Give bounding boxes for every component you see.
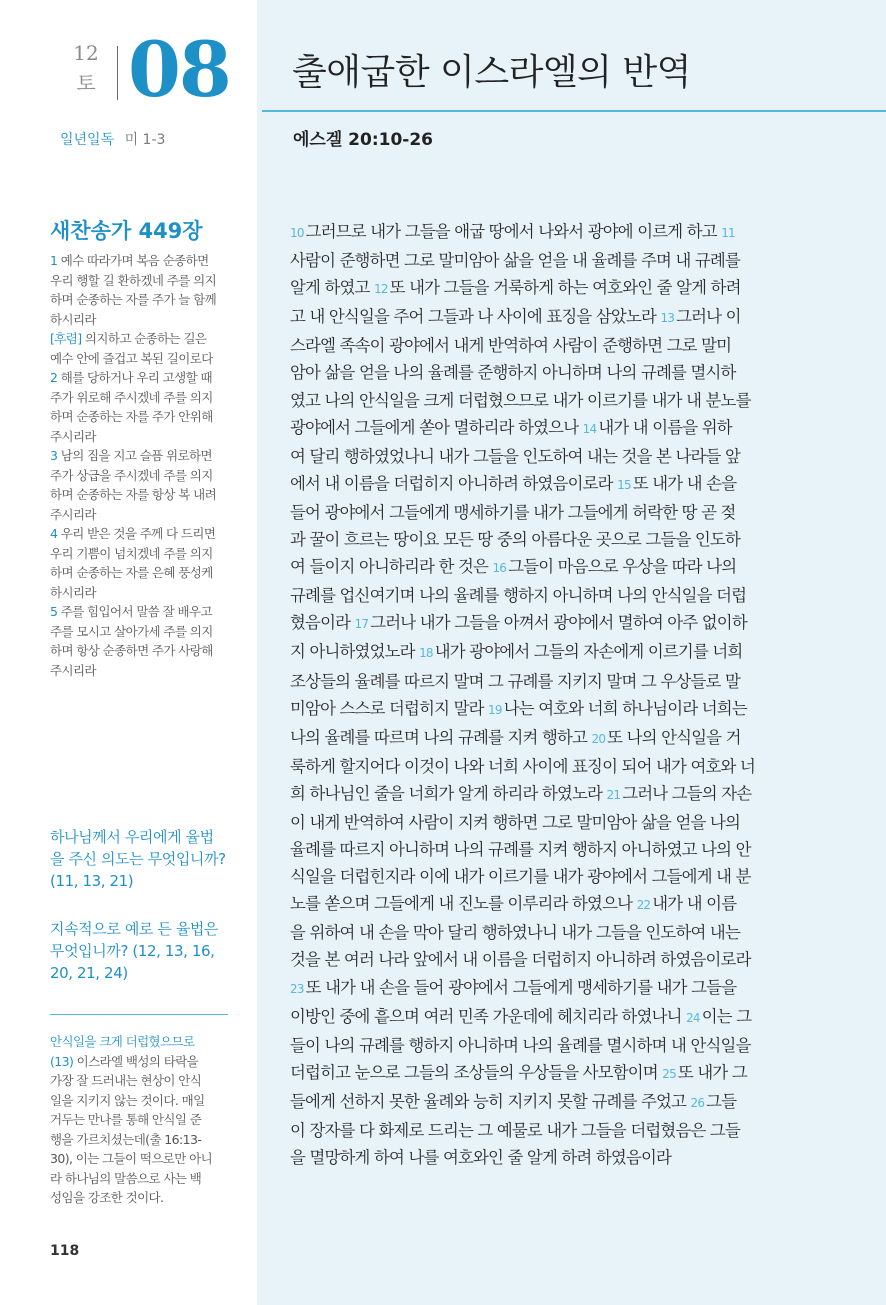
hymn-title: 새찬송가 449장: [50, 219, 203, 243]
note-line: [50, 1188, 240, 1208]
verse-number: 17: [354, 617, 369, 632]
scripture-line: [290, 809, 855, 836]
line-text: 이스라엘 백성의 타락을: [76, 1053, 199, 1069]
line-text: 이 내게 반역하여 사람이 지켜 행하면 그로 말미암아 삶을 얻을 나의: [290, 812, 741, 832]
line-text: 거두는 만나를 통해 안식일 준: [50, 1112, 202, 1127]
question-line: 을 주신 의도는 무엇입니까?: [50, 850, 226, 868]
scripture-line: [290, 1144, 855, 1171]
line-text: 들에게 선하지 못한 율례와 능히 지키지 못할 규례를 주었고: [290, 1091, 691, 1111]
hymn-lyrics: [50, 251, 240, 680]
day-of-week-label: 토: [76, 71, 96, 95]
verse-number: 10: [290, 226, 304, 240]
line-text: 주를 모시고 살아가세 주를 의지: [50, 623, 213, 639]
line-text: 희 하나님인 줄을 너희가 알게 하리라 하였노라: [290, 783, 607, 803]
line-text: 규례를 업신여기며 나의 율례를 행하지 아니하며 나의 안식일을 더럽: [290, 586, 747, 606]
line-text: 성임을 강조한 것이다.: [50, 1190, 164, 1205]
line-text: 내가 내 이름을 위하: [598, 417, 732, 437]
line-text: 해를 당하거나 우리 고생할 때: [60, 370, 212, 385]
line-text: 하며 순종하는 자를 주가 안위해: [50, 409, 213, 424]
scripture-line: [290, 890, 855, 919]
line-text: 을 위하여 내 손을 막아 달리 행하였나니 내가 그들을 인도하여 내는: [290, 923, 741, 943]
line-text: 또 나의 안식일을 거: [607, 727, 741, 747]
annual-reading-label: 일년일독: [60, 132, 115, 148]
line-text: 광야에서 그들에게 쏟아 멸하리라 하였으나: [290, 417, 583, 437]
verse-number: 15: [617, 477, 631, 492]
verse-number: 2: [50, 370, 61, 385]
hymn-line: [50, 661, 240, 681]
line-text: 고 내 안식일을 주어 그들과 나 사이에 표징을 삼았노라: [290, 307, 661, 327]
verse-number: 25: [662, 1066, 676, 1081]
scripture-line: [290, 443, 855, 470]
hymn-line: [50, 329, 240, 349]
day-number: 08: [128, 25, 230, 114]
hymn-line: [50, 368, 240, 388]
hymn-line: [50, 583, 240, 603]
line-text: 룩하게 할지어다 이것이 나와 너희 사이에 표징이 되어 내가 여호와 너: [290, 756, 756, 776]
page-number: 118: [50, 1243, 80, 1259]
question-line: 20, 21, 24): [50, 964, 128, 982]
question-line: 지속적으로 예로 든 율법은: [50, 920, 219, 938]
verse-number: 24: [686, 1010, 700, 1025]
line-text: 예수 안에 즐겁고 복된 길이로다: [50, 350, 213, 366]
hymn-line: [50, 485, 240, 505]
scripture-line: [290, 582, 855, 609]
scripture-line: [290, 332, 855, 359]
scripture-line: [290, 780, 855, 809]
verse-number: 3: [50, 448, 61, 463]
scripture-line: [290, 470, 855, 499]
line-text: 내가 내 이름: [652, 894, 737, 914]
line-text: 알게 하였고: [290, 278, 374, 298]
line-text: 그러므로 내가 그들을 애굽 땅에서 나와서 광야에 이르게 하고: [305, 222, 722, 241]
header-divider: [262, 110, 886, 112]
scripture-line: [290, 553, 855, 582]
verse-number: 12: [374, 282, 388, 297]
line-text: 율례를 따르지 아니하며 나의 규례를 지켜 행하지 아니하였고 나의 안: [290, 840, 751, 860]
scripture-line: [290, 668, 855, 695]
hymn-line: [50, 271, 240, 291]
line-text: 식일을 더럽힌지라 이에 내가 이르기를 내가 광야에서 그들에게 내 분: [290, 867, 751, 887]
line-text: 여 들이지 아니하리라 한 것은: [290, 557, 493, 577]
line-text: 나의 율례를 따르며 나의 규례를 지켜 행하고: [290, 727, 592, 747]
line-text: 또 내가 그들을 거룩하게 하는 여호와인 줄 알게 하려: [389, 278, 741, 298]
verse-number: 4: [50, 526, 61, 541]
scripture-line: [290, 526, 855, 553]
line-text: 주가 위로해 주시겠네 주를 의지: [50, 389, 213, 405]
question-2: [50, 918, 250, 984]
hymn-line: [50, 251, 240, 271]
date-divider: [117, 46, 118, 100]
verse-number: 19: [488, 702, 502, 717]
line-text: 라 하나님의 말씀으로 사는 백: [50, 1170, 202, 1186]
line-text: 더럽히고 눈으로 그들의 조상들의 우상들을 사모함이며: [290, 1062, 663, 1082]
scripture-line: [290, 695, 855, 724]
line-text: 혔음이라: [290, 613, 355, 633]
scripture-line: [290, 1059, 855, 1088]
scripture-line: [290, 863, 855, 890]
hymn-line: [50, 290, 240, 310]
note-line: [50, 1149, 240, 1169]
line-text: 하며 순종하는 자를 항상 복 내려: [50, 487, 217, 502]
line-text: 하시리라: [50, 584, 96, 600]
line-text: 하며 순종하는 자를 주가 늘 함께: [50, 292, 217, 307]
line-text: 또 내가 내 손을: [632, 473, 737, 493]
line-text: 우리 받은 것을 주께 다 드리면: [60, 526, 216, 541]
hymn-line: [50, 622, 240, 642]
line-text: 또 내가 그: [677, 1062, 747, 1082]
verse-number: [후렴]: [50, 331, 85, 346]
scripture-line: [290, 1088, 855, 1117]
note-line: [50, 1052, 240, 1072]
scripture-line: [290, 1032, 855, 1059]
hymn-line: [50, 446, 240, 466]
verse-number: 1: [50, 253, 61, 268]
hymn-line: [50, 388, 240, 408]
line-text: 노를 쏟으며 그들에게 내 진노를 이루리라 하였으나: [290, 894, 637, 914]
line-text: 조상들의 율례를 따르지 말며 그 규례를 지키지 말며 그 우상들로 말: [290, 671, 741, 691]
hymn-line: [50, 505, 240, 525]
line-text: 여 달리 행하였었나니 내가 그들을 인도하여 내는 것을 본 나라들 앞: [290, 446, 741, 466]
scripture-text: [290, 218, 855, 1171]
note-line: [50, 1032, 240, 1052]
verse-number: 23: [290, 981, 304, 996]
scripture-line: [290, 359, 855, 386]
line-text: 이방인 중에 흩으며 여러 민족 가운데에 헤치리라 하였나니: [290, 1006, 687, 1026]
line-text: 암아 삶을 얻을 나의 율례를 준행하지 아니하며 나의 규례를 멸시하: [290, 363, 736, 383]
line-text: 내가 광야에서 그들의 자손에게 이르기를 너희: [434, 642, 743, 662]
line-text: 그러나 내가 그들을 아껴서 광야에서 멸하여 아주 없이하: [370, 613, 747, 633]
line-text: 주시리라: [50, 662, 96, 678]
line-text: 주시리라: [50, 506, 96, 522]
note-line: [50, 1169, 240, 1189]
hymn-line: [50, 524, 240, 544]
scripture-line: [290, 836, 855, 863]
line-text: 들이 나의 규례를 행하지 아니하며 나의 율례를 멸시하며 내 안식일을: [290, 1035, 751, 1055]
annual-reading: [60, 131, 165, 149]
line-text: 하며 항상 순종하면 주가 사랑해: [50, 643, 213, 658]
line-text: 남의 짐을 지고 슬픔 위로하면: [60, 448, 212, 463]
verse-number: 13: [660, 311, 675, 326]
note-line: [50, 1071, 240, 1091]
line-text: 하며 순종하는 자를 은혜 풍성케: [50, 565, 213, 580]
verse-number: 14: [582, 421, 597, 436]
line-text: 의지하고 순종하는 길은: [84, 331, 207, 346]
sidebar-divider: [50, 1014, 228, 1015]
hymn-line: [50, 427, 240, 447]
scripture-line: [290, 274, 855, 303]
line-text: 30), 이는 그들이 떡으로만 아니: [50, 1151, 213, 1166]
line-text: 사람이 준행하면 그로 말미암아 삶을 얻을 내 율례를 주며 내 규례를: [290, 251, 741, 271]
page-title: 출애굽한 이스라엘의 반역: [292, 52, 691, 93]
question-1: [50, 826, 250, 892]
line-text: 들어 광야에서 그들에게 맹세하기를 내가 그들에게 허락한 땅 곧 젖: [290, 502, 736, 522]
line-text: 과 꿀이 흐르는 땅이요 모든 땅 중의 아름다운 곳으로 그들을 인도하: [290, 530, 741, 550]
line-text: 에서 내 이름을 더럽히지 아니하려 하였음이로라: [290, 473, 618, 493]
line-text: 또 내가 내 손을 들어 광야에서 그들에게 맹세하기를 내가 그들을: [305, 977, 737, 997]
line-text: 가장 잘 드러내는 현상이 안식: [50, 1073, 202, 1088]
note-line: [50, 1110, 240, 1130]
verse-number: 11: [721, 226, 735, 240]
line-text: 을 멸망하게 하여 나를 여호와인 줄 알게 하려 하였음이라: [290, 1148, 672, 1168]
scripture-line: [290, 724, 855, 753]
line-text: 그들이 마음으로 우상을 따라 나의: [508, 557, 737, 577]
scripture-line: [290, 218, 855, 247]
line-text: 주시리라: [50, 428, 96, 444]
hymn-line: [50, 407, 240, 427]
line-text: 지 아니하였었노라: [290, 642, 420, 662]
line-text: 우리 기쁨이 넘치겠네 주를 의지: [50, 545, 213, 561]
question-line: 하나님께서 우리에게 율법: [50, 828, 214, 846]
scripture-line: [290, 1003, 855, 1032]
hymn-line: [50, 641, 240, 661]
hymn-line: [50, 349, 240, 369]
hymn-line: [50, 563, 240, 583]
scripture-line: [290, 638, 855, 667]
scripture-line: [290, 499, 855, 526]
annual-reading-ref: 미 1-3: [124, 132, 166, 148]
line-text: 행을 가르치셨는데(출 16:13-: [50, 1131, 202, 1147]
hymn-line: [50, 310, 240, 330]
commentary-note: [50, 1032, 240, 1208]
scripture-line: [290, 303, 855, 332]
scripture-line: [290, 1117, 855, 1144]
line-text: 미암아 스스로 더럽히지 말라: [290, 698, 489, 718]
scripture-line: [290, 946, 855, 973]
scripture-line: [290, 974, 855, 1003]
line-text: 이는 그: [701, 1006, 752, 1026]
month-label: 12: [73, 41, 99, 65]
note-heading: (13): [50, 1053, 77, 1069]
line-text: 였고 나의 안식일을 크게 더럽혔으므로 내가 이르기를 내가 내 분노를: [290, 390, 751, 410]
verse-number: 26: [690, 1095, 705, 1110]
line-text: 하시리라: [50, 311, 96, 327]
note-line: [50, 1130, 240, 1150]
hymn-line: [50, 466, 240, 486]
passage-reference: 에스겔 20:10-26: [293, 130, 434, 150]
verse-number: 21: [606, 787, 621, 802]
verse-number: 16: [492, 561, 507, 576]
scripture-line: [290, 753, 855, 780]
line-text: 이 장자를 다 화제로 드리는 그 예물로 내가 그들을 더럽혔음은 그들: [290, 1121, 741, 1140]
hymn-line: [50, 544, 240, 564]
note-heading: 안식일을 크게 더럽혔으므로: [50, 1034, 195, 1049]
scripture-line: [290, 387, 855, 414]
note-line: [50, 1091, 240, 1111]
line-text: 것을 본 여러 나라 앞에서 내 이름을 더럽히지 아니하려 하였음이로라: [290, 950, 751, 970]
hymn-line: [50, 602, 240, 622]
scripture-line: [290, 414, 855, 443]
scripture-line: [290, 919, 855, 946]
verse-number: 18: [419, 646, 433, 661]
scripture-line: [290, 247, 855, 274]
line-text: 예수 따라가며 복음 순종하면: [60, 253, 209, 268]
scripture-line: [290, 609, 855, 638]
question-line: (11, 13, 21): [50, 872, 134, 890]
line-text: 그러나 이: [676, 307, 741, 327]
line-text: 일을 지키지 않는 것이다. 매일: [50, 1092, 205, 1108]
line-text: 주를 힘입어서 말씀 잘 배우고: [60, 604, 212, 619]
line-text: 그러나 그들의 자손: [622, 783, 752, 803]
verse-number: 22: [636, 898, 651, 913]
question-line: 무엇입니까? (12, 13, 16,: [50, 942, 215, 960]
line-text: 그들: [706, 1091, 737, 1111]
line-text: 우리 행할 길 환하겠네 주를 의지: [50, 272, 217, 288]
line-text: 나는 여호와 너희 하나님이라 너희는: [503, 698, 747, 718]
line-text: 주가 상급을 주시겠네 주를 의지: [50, 467, 213, 483]
verse-number: 5: [50, 604, 61, 619]
verse-number: 20: [591, 731, 606, 746]
line-text: 스라엘 족속이 광야에서 내게 반역하여 사람이 준행하면 그로 말미: [290, 336, 732, 356]
